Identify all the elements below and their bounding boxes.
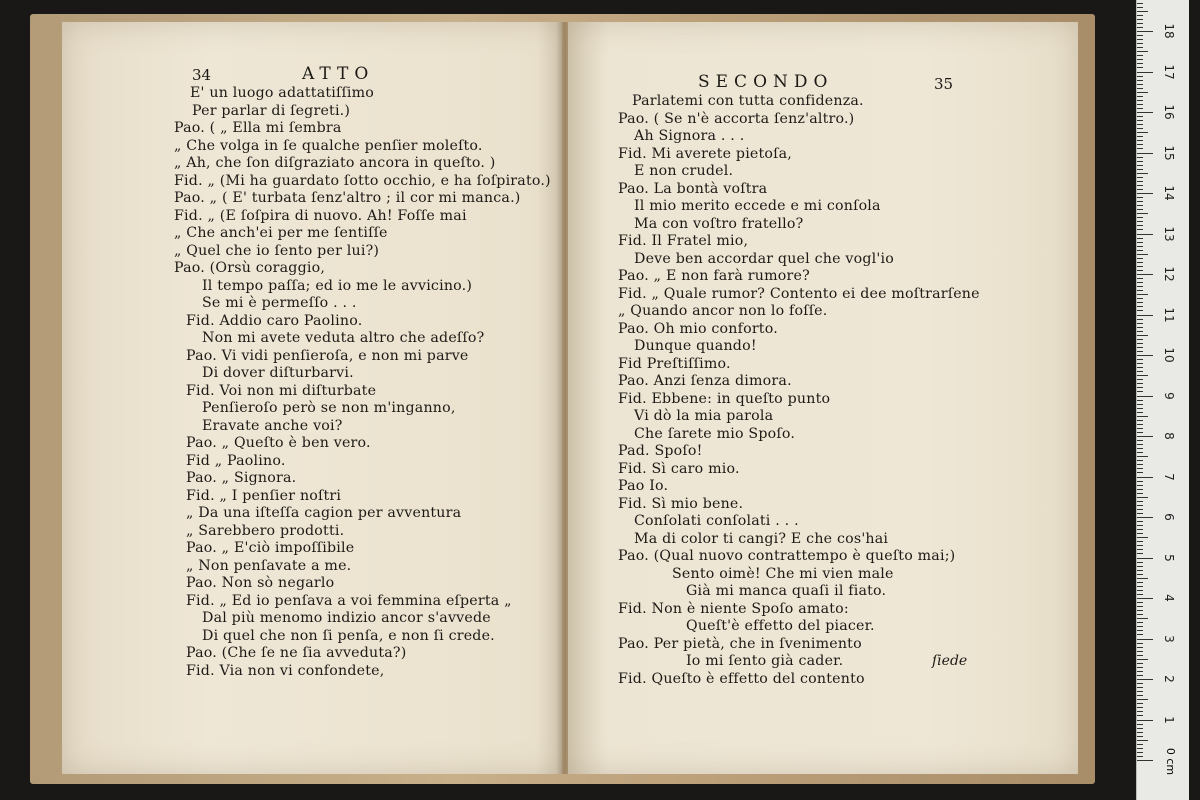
ruler-tick [1137,525,1143,526]
text-line: Pao. Non sò negarlo [186,575,335,591]
ruler-tick [1137,728,1143,729]
ruler-tick [1137,15,1143,16]
text-line: Fid. Queſto è effetto del contento [618,670,865,687]
text-line: Pao. „ ( E' turbata ſenz'altro ; il cor mi manca.) [174,190,521,206]
ruler-tick [1137,359,1143,360]
text-line: Parlatemi con tutta confidenza. [632,93,864,109]
text-line: E non crudel. [634,163,734,179]
ruler-number: 10 [1162,347,1176,363]
ruler-tick [1137,177,1143,178]
ruler-tick [1137,323,1143,324]
ruler-tick [1137,732,1143,733]
text-line: Fid. Addio caro Paolino. [186,312,363,329]
ruler-number: 1 [1162,715,1176,724]
text-line: Deve ben accordar quel che vogl'io [634,250,894,267]
ruler-tick [1137,67,1143,68]
ruler-tick [1137,460,1143,461]
ruler-number: 16 [1162,104,1176,120]
text-line: „ Ah, che ſon diſgraziato ancora in queſto. ) [174,155,496,171]
ruler-tick [1137,387,1143,388]
ruler-tick [1137,436,1153,437]
ruler-number: 15 [1162,144,1176,161]
text-line: Già mi manca quaſi il fiato. [686,583,887,599]
ruler-tick [1137,225,1143,226]
ruler-tick [1137,39,1143,40]
ruler-tick [1137,416,1148,417]
ruler-tick [1137,687,1143,688]
ruler-tick [1137,282,1143,283]
ruler-tick [1137,7,1143,8]
ruler-tick [1137,298,1143,299]
ruler-tick [1137,606,1143,607]
text-line: Pao. ( „ Ella mi ſembra [174,120,342,136]
ruler-tick [1137,396,1153,397]
ruler-tick [1137,23,1143,24]
ruler-tick [1137,489,1143,490]
ruler-tick [1137,375,1148,376]
ruler-tick [1137,574,1143,575]
ruler-tick [1137,493,1143,494]
ruler-tick [1137,140,1143,141]
ruler-tick [1137,11,1148,12]
measuring-ruler [1136,0,1189,800]
ruler-tick [1137,286,1143,287]
text-line: Queſt'è effetto del piacer. [686,618,875,634]
ruler-tick [1137,400,1143,401]
ruler-tick [1137,683,1143,684]
ruler-tick [1137,744,1143,745]
ruler-tick [1137,254,1148,255]
ruler-tick [1137,590,1143,591]
ruler-tick [1137,112,1153,113]
text-line: Ma con voſtro fratello? [634,215,804,232]
ruler-tick [1137,221,1143,222]
ruler-tick [1137,31,1153,32]
ruler-tick [1137,586,1143,587]
ruler-tick [1137,594,1143,595]
text-line: Fid. Sì mio bene. [618,495,744,512]
ruler-tick [1137,736,1143,737]
ruler-tick [1137,578,1148,579]
ruler-tick [1137,691,1143,692]
text-line: Conſolati conſolati . . . [634,513,799,529]
ruler-tick [1137,120,1143,121]
text-line: Fid. Non è niente Spoſo amato: [618,600,849,617]
ruler-tick [1137,639,1153,640]
ruler-tick [1137,760,1153,761]
text-line: Io mi ſento già cader. [686,653,844,669]
ruler-tick [1137,310,1143,311]
ruler-tick [1137,720,1153,721]
ruler-tick [1137,213,1148,214]
ruler-tick [1137,468,1143,469]
ruler-tick [1137,294,1148,295]
ruler-tick [1137,383,1143,384]
ruler-tick [1137,448,1143,449]
text-line: Pao. „ E'ciò impoſſibile [186,540,355,556]
ruler-tick [1137,51,1148,52]
right-page [568,22,1078,774]
text-line: Vi dò la mia parola [634,408,774,424]
ruler-number: 5 [1162,553,1176,562]
ruler-tick [1137,234,1153,235]
ruler-number: 18 [1162,23,1176,39]
ruler-tick [1137,477,1153,478]
ruler-tick [1137,153,1153,154]
ruler-tick [1137,302,1143,303]
ruler-tick [1137,104,1143,105]
ruler-tick [1137,558,1153,559]
ruler-tick [1137,84,1143,85]
text-line: Pao. ( Se n'è accorta ſenz'altro.) [618,110,855,127]
ruler-tick [1137,327,1143,328]
ruler-tick [1137,258,1143,259]
ruler-tick [1137,116,1143,117]
text-line: Per parlar di ſegreti.) [192,102,351,119]
text-line: Ah Signora . . . [634,128,745,144]
ruler-tick [1137,76,1143,77]
text-line: Pao. „ Queſto è ben vero. [186,435,371,451]
ruler-tick [1137,618,1148,619]
text-line: Pao. „ E non farà rumore? [618,268,810,284]
ruler-tick [1137,96,1143,97]
text-line: Fid. „ Quale rumor? Contento ei dee moſtrarſene [618,285,980,302]
ruler-number: 8 [1162,432,1176,440]
ruler-number: 13 [1162,225,1176,242]
ruler-number: 4 [1162,594,1176,602]
ruler-tick [1137,643,1143,644]
ruler-number: 9 [1162,391,1176,400]
ruler-tick [1137,659,1148,660]
text-line: Sento oimè! Che mi vien male [672,565,894,582]
ruler-tick [1137,452,1143,453]
ruler-tick [1137,545,1143,546]
ruler-tick [1137,266,1143,267]
ruler-tick [1137,132,1148,133]
text-line: Eravate anche voi? [202,417,343,434]
text-line: Pao. (Qual nuovo contrattempo è queſto mai;) [618,548,956,564]
ruler-tick [1137,634,1143,635]
ruler-tick [1137,509,1143,510]
ruler-tick [1137,671,1143,672]
ruler-tick [1137,481,1143,482]
text-line: Fid. Il Fratel mio, [618,233,749,249]
ruler-tick [1137,622,1143,623]
ruler-tick [1137,189,1143,190]
ruler-number: 11 [1162,306,1176,323]
ruler-tick [1137,703,1143,704]
text-line: Fid. Sì caro mio. [618,460,740,477]
ruler-tick [1137,47,1143,48]
ruler-tick [1137,290,1143,291]
ruler-tick [1137,306,1143,307]
ruler-tick [1137,752,1143,753]
text-line: Di dover diſturbarvi. [202,365,354,381]
ruler-tick [1137,242,1143,243]
ruler-tick [1137,391,1143,392]
left-page [62,22,562,774]
ruler-tick [1137,513,1143,514]
text-line: Pao. „ Signora. [186,470,297,486]
text-line: Dunque quando! [634,338,757,354]
ruler-number: 3 [1162,634,1176,643]
text-line: Fid. Via non vi confondete, [186,662,385,679]
ruler-number: 6 [1162,513,1176,521]
ruler-tick [1137,379,1143,380]
ruler-tick [1137,315,1153,316]
ruler-tick [1137,161,1143,162]
text-line: „ Da una iſteſſa cagion per avventura [186,505,462,521]
ruler-tick [1137,610,1143,611]
ruler-tick [1137,707,1143,708]
text-line: Pao. Oh mio conforto. [618,320,778,337]
ruler-number: 17 [1162,63,1176,80]
ruler-tick [1137,412,1143,413]
ruler-tick [1137,699,1148,700]
ruler-tick [1137,55,1143,56]
ruler-tick [1137,59,1143,60]
ruler-tick [1137,181,1143,182]
ruler-tick [1137,553,1143,554]
ruler-tick [1137,748,1143,749]
ruler-tick [1137,570,1143,571]
ruler-number: 7 [1162,472,1176,481]
text-line: „ Quel che io ſento per lui?) [174,242,380,259]
ruler-tick [1137,185,1143,186]
ruler-tick [1137,351,1143,352]
stage-direction: ſiede [932,653,968,669]
ruler-tick [1137,667,1143,668]
ruler-tick [1137,404,1143,405]
ruler-tick [1137,157,1143,158]
ruler-tick [1137,529,1143,530]
ruler-tick [1137,229,1143,230]
ruler-tick [1137,444,1143,445]
text-line: Pao. (Orsù coraggio, [174,260,326,276]
text-line: Di quel che non ſi penſa, e non ſi crede. [202,627,495,644]
text-line: Pao. La bontà voſtra [618,180,768,197]
text-line: Che ſarete mio Spoſo. [634,425,796,442]
text-line: Dal più menomo indizio ancor s'avvede [202,610,491,626]
ruler-number: 12 [1162,266,1176,282]
left-page-header: ATTO [302,64,375,84]
text-line: „ Che volga in ſe qualche penſier moleſto. [174,137,483,154]
ruler-tick [1137,124,1143,125]
ruler-tick [1137,100,1143,101]
text-line: Penſieroſo però se non m'inganno, [202,400,456,416]
text-line: „ Sarebbero prodotti. [186,522,345,539]
text-line: Fid. „ (E ſoſpira di nuovo. Ah! Foſſe mai [174,207,467,224]
text-line: Non mi avete veduta altro che adeſſo? [202,330,485,346]
ruler-tick [1137,537,1148,538]
text-line: Pad. Spoſo! [618,443,703,459]
ruler-tick [1137,626,1143,627]
ruler-tick [1137,371,1143,372]
text-line: Fid Preſtiſſimo. [618,355,731,372]
ruler-tick [1137,88,1143,89]
text-line: Pao. Vi vidi penſieroſa, e non mi parve [186,347,469,364]
ruler-tick [1137,205,1143,206]
ruler-tick [1137,724,1143,725]
text-line: Fid. „ I penſier noſtri [186,487,342,504]
ruler-tick [1137,108,1143,109]
ruler-tick [1137,420,1143,421]
ruler-tick [1137,27,1143,28]
ruler-tick [1137,339,1143,340]
text-line: Pao. Per pietà, che in ſvenimento [618,635,862,652]
ruler-tick [1137,549,1143,550]
ruler-tick [1137,651,1143,652]
ruler-tick [1137,424,1143,425]
ruler-tick [1137,343,1143,344]
ruler-tick [1137,501,1143,502]
ruler-tick [1137,630,1143,631]
ruler-tick [1137,711,1143,712]
text-line: Fid. Mi averete pietoſa, [618,145,792,162]
ruler-tick [1137,655,1143,656]
ruler-tick [1137,197,1143,198]
ruler-unit-label: 0 cm [1164,747,1178,776]
ruler-tick [1137,715,1143,716]
ruler-tick [1137,566,1143,567]
ruler-tick [1137,217,1143,218]
ruler-tick [1137,363,1143,364]
ruler-tick [1137,173,1148,174]
text-line: Fid. Voi non mi diſturbate [186,382,377,399]
ruler-tick [1137,165,1143,166]
ruler-tick [1137,408,1143,409]
text-line: Ma di color ti cangi? E che cos'hai [634,530,889,547]
ruler-tick [1137,541,1143,542]
ruler-tick [1137,278,1143,279]
ruler-tick [1137,92,1148,93]
text-line: Fid „ Paolino. [186,452,286,469]
ruler-tick [1137,262,1143,263]
text-line: Pao. (Che ſe ne ſia avveduta?) [186,645,407,661]
ruler-tick [1137,663,1143,664]
ruler-tick [1137,472,1143,473]
ruler-tick [1137,740,1148,741]
text-line: Fid. Ebbene: in queſto punto [618,390,831,407]
ruler-tick [1137,440,1143,441]
ruler-tick [1137,270,1143,271]
ruler-tick [1137,80,1143,81]
ruler-tick [1137,521,1143,522]
ruler-tick [1137,485,1143,486]
right-page-number: 35 [934,75,954,93]
ruler-tick [1137,201,1143,202]
ruler-tick [1137,647,1143,648]
text-line: Il mio merito eccede e mi conſola [634,198,881,214]
ruler-tick [1137,250,1143,251]
ruler-tick [1137,169,1143,170]
ruler-tick [1137,19,1143,20]
ruler-tick [1137,614,1143,615]
left-page-number: 34 [192,66,212,84]
ruler-tick [1137,148,1143,149]
ruler-tick [1137,3,1143,4]
ruler-tick [1137,355,1153,356]
ruler-tick [1137,598,1153,599]
ruler-tick [1137,517,1153,518]
ruler-tick [1137,456,1148,457]
ruler-tick [1137,331,1143,332]
text-line: Se mi è permeſſo . . . [202,295,357,311]
ruler-tick [1137,695,1143,696]
ruler-tick [1137,63,1143,64]
ruler-tick [1137,464,1143,465]
ruler-tick [1137,144,1143,145]
ruler-number: 14 [1162,185,1176,201]
ruler-tick [1137,756,1143,757]
text-line: Fid. „ Ed io penſava a voi femmina eſperta „ [186,592,512,609]
ruler-tick [1137,274,1153,275]
text-line: Pao Io. [618,478,669,494]
text-line: E' un luogo adattatiſſimo [190,85,375,101]
ruler-tick [1137,209,1143,210]
ruler-tick [1137,136,1143,137]
ruler-tick [1137,335,1148,336]
right-page-header: SECONDO [698,72,834,92]
ruler-tick [1137,238,1143,239]
ruler-tick [1137,367,1143,368]
ruler-tick [1137,193,1153,194]
ruler-tick [1137,347,1143,348]
ruler-tick [1137,432,1143,433]
ruler-tick [1137,505,1143,506]
text-line: „ Che anch'ei per me ſentiſſe [174,225,388,241]
ruler-tick [1137,72,1153,73]
text-line: Il tempo paſſa; ed io me le avvicino.) [202,277,473,294]
ruler-tick [1137,35,1143,36]
ruler-tick [1137,533,1143,534]
ruler-tick [1137,562,1143,563]
ruler-tick [1137,43,1143,44]
ruler-tick [1137,582,1143,583]
text-line: „ Non penſavate a me. [186,557,352,574]
ruler-tick [1137,679,1153,680]
text-line: Fid. „ (Mi ha guardato ſotto occhio, e ha ſoſpirato.) [174,172,551,189]
text-line: „ Quando ancor non lo foſſe. [618,303,828,319]
ruler-tick [1137,128,1143,129]
ruler-tick [1137,319,1143,320]
ruler-tick [1137,428,1143,429]
ruler-tick [1137,246,1143,247]
ruler-tick [1137,497,1148,498]
ruler-tick [1137,675,1143,676]
ruler-tick [1137,602,1143,603]
text-line: Pao. Anzi ſenza dimora. [618,373,792,389]
ruler-number: 2 [1162,675,1176,683]
